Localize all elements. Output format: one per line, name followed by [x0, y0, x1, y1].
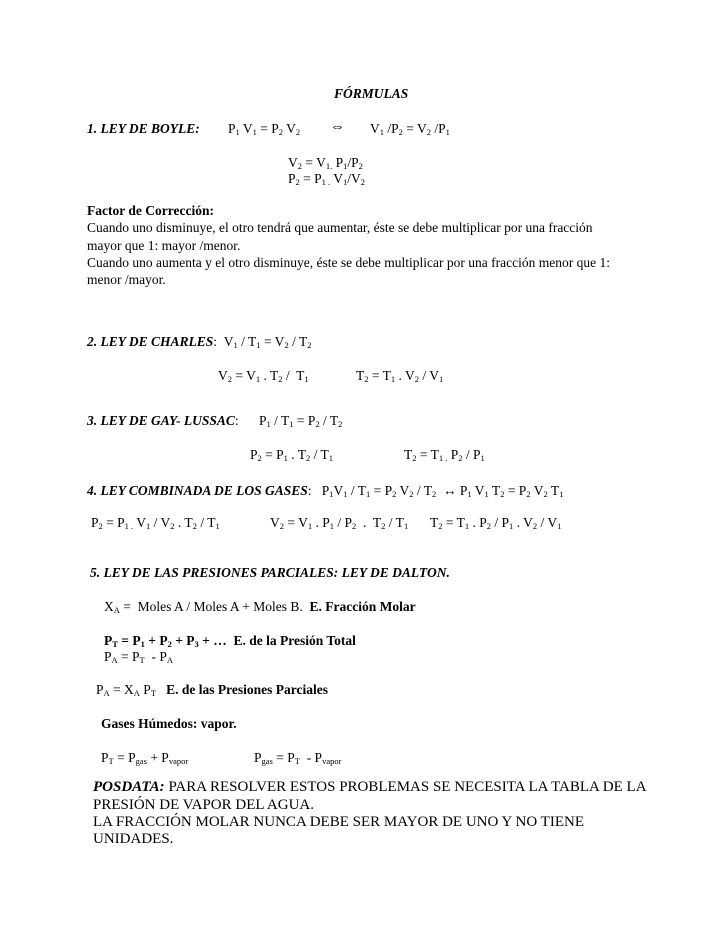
- gaylussac-heading: 3. LEY DE GAY- LUSSAC: [87, 413, 235, 428]
- charles-formula-1: $V_1 / T_1 = V_2 / T_2$: [223, 334, 312, 350]
- pgas-formula: $P_{gas} = P_T - P_{vapor}$: [254, 750, 342, 766]
- boyle-formula-1: $P_1$ $V_1 = P_2$ $V_2$: [228, 121, 301, 137]
- postdata-text-1: PARA RESOLVER ESTOS PROBLEMAS SE NECESITA LA TABLA DE LA: [164, 779, 647, 795]
- gaylussac-formula-1: $P_1 / T_1 = P_2 / T_2$: [258, 413, 343, 429]
- molar-fraction-label: E. Fracción Molar: [309, 599, 416, 614]
- bidirectional-arrow-icon: ↔: [443, 483, 457, 498]
- correction-line-2: mayor que 1: mayor /menor.: [87, 238, 241, 253]
- charles-heading: 2. LEY DE CHARLES: [87, 334, 214, 349]
- boyle-formula-2: $V_1$ $/P_2 = V_2$ $/P_1$: [370, 121, 450, 137]
- page-title: FÓRMULAS: [334, 86, 409, 101]
- dalton-total-pressure-line: [104, 633, 356, 649]
- partial-pressure-formula: $P_A = X_A$ $P_T$: [96, 682, 157, 698]
- combined-formula-4: $V_2 = V_1$ . $P_1 / P_2$ . $T_2 / T_1$: [270, 515, 409, 531]
- boyle-formula-3: $V_2 = V_{1.}$ $P_1/P_2$: [288, 155, 363, 171]
- correction-line-1: Cuando uno disminuye, el otro tendrá que aumentar, éste se debe multiplicar por una fracción: [87, 220, 593, 235]
- gaylussac-line: 3. LEY DE GAY- LUSSAC: $P_1 / T_1 = P_2 / T_2$: [87, 413, 343, 429]
- postdata-label: POSDATA:: [93, 779, 165, 795]
- total-pressure-formula: $P_T = P_1 + P_2 + P_3$ + …: [104, 633, 227, 649]
- equivalence-icon: ⇔: [330, 119, 345, 135]
- postdata-line-4: UNIDADES.: [93, 831, 174, 847]
- charles-formula-3: $T_2 = T_1$ . $V_2 / V_1$: [356, 368, 444, 384]
- partial-pressure-diff: $P_A = P_T - P_A$: [104, 649, 174, 665]
- postdata-line-2: PRESIÓN DE VAPOR DEL AGUA.: [93, 797, 315, 813]
- correction-line-3: Cuando uno aumenta y el otro disminuye, éste se debe multiplicar por una fracción menor que 1:: [87, 255, 610, 270]
- gaylussac-formula-3: $T_2 = T_{1 .}$ $P_2 / P_1$: [404, 447, 485, 463]
- combined-heading: 4. LEY COMBINADA DE LOS GASES: [87, 483, 308, 498]
- molar-fraction-formula: $X_A$ = Moles A / Moles A + Moles B.: [104, 599, 303, 615]
- partial-pressure-label: E. de las Presiones Parciales: [166, 682, 329, 697]
- postdata-line-3: LA FRACCIÓN MOLAR NUNCA DEBE SER MAYOR DE UNO Y NO TIENE: [93, 814, 585, 830]
- total-pressure-label: E. de la Presión Total: [233, 633, 356, 648]
- dalton-partial-pressure-line: [96, 682, 328, 698]
- combined-formula-1: $P_1V_1 / T_1 = P_2$ $V_2 / T_2$: [321, 483, 437, 499]
- dalton-heading: 5. LEY DE LAS PRESIONES PARCIALES: LEY DE DALTON.: [90, 565, 450, 580]
- correction-heading: Factor de Corrección:: [87, 203, 214, 218]
- correction-line-4: menor /mayor.: [87, 272, 166, 287]
- humid-gases-heading: Gases Húmedos: vapor.: [101, 716, 237, 731]
- combined-formula-5: $T_2 = T_1$ . $P_2 / P_1$ . $V_2 / V_1$: [430, 515, 562, 531]
- charles-formula-2: $V_2 = V_1$ . $T_2 / T_1$: [218, 368, 309, 384]
- gaylussac-formula-2: $P_2 = P_1$ . $T_2 / T_1$: [250, 447, 334, 463]
- charles-line: 2. LEY DE CHARLES: $V_1 / T_1 = V_2 / T_2$: [87, 334, 312, 350]
- pt-vapor-formula: $P_T = P_{gas} + P_{vapor}$: [101, 750, 189, 766]
- combined-line: 4. LEY COMBINADA DE LOS GASES: $P_1V_1 / T_1 = P_2$ $V_2 / T_2$ ↔ $P_1$ $V_1$ $T_2 = P_2$ $V_2$ $T_1$: [87, 483, 564, 499]
- boyle-heading: 1. LEY DE BOYLE:: [87, 121, 200, 136]
- postdata-line-1: [93, 779, 647, 795]
- boyle-formula-4: $P_2 = P_{1 .}$ $V_1/V_2$: [288, 171, 366, 187]
- dalton-molar-fraction-line: [104, 599, 416, 615]
- combined-formula-3: $P_2 = P_{1 .}$ $V_1 / V_2$ . $T_2 / T_1$: [91, 515, 220, 531]
- combined-formula-2: $P_1$ $V_1$ $T_2 = P_2$ $V_2$ $T_1$: [459, 483, 564, 499]
